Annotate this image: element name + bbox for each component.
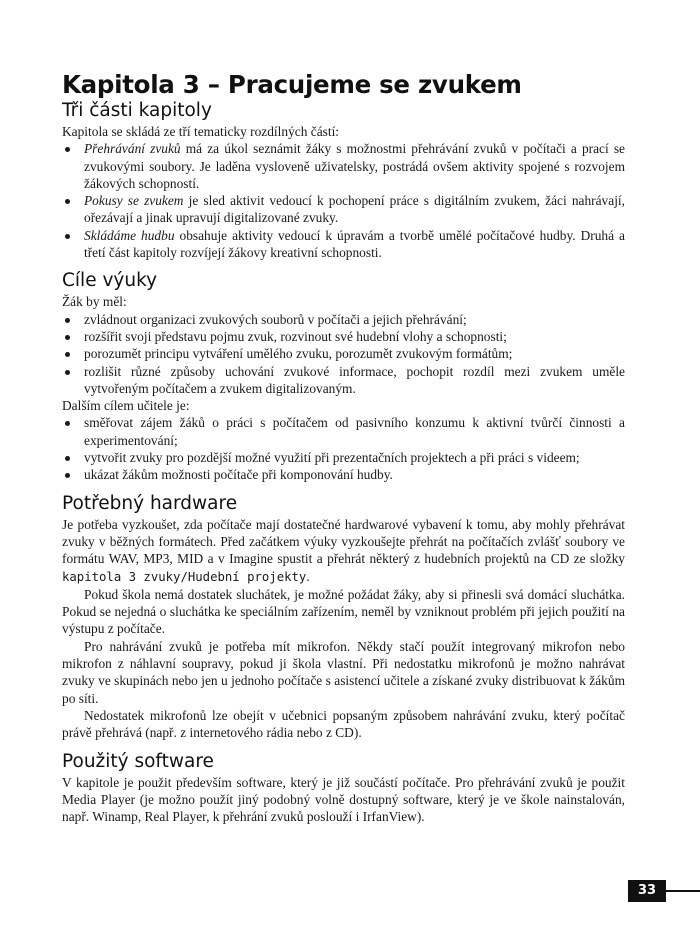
term: Skládáme hudbu (84, 227, 175, 243)
term: Přehrávání zvuků (84, 141, 181, 157)
list-item: vytvořit zvuky pro pozdější možné využití při prezentačních projektech a při práci s videem; (62, 449, 625, 466)
heading-goals: Cíle výuky (62, 270, 158, 292)
teacher-goals-list (62, 414, 625, 483)
list-item: rozšířit svoji představu pojmu zvuk, rozvinout své hudební vlohy a schopnosti; (62, 328, 625, 345)
hardware-paragraph-4: Nedostatek mikrofonů lze obejít v učebnici popsaným způsobem nahrávání zvuku, který počítač právě přehrává (např. z internetového rádia nebo z CD). (62, 707, 625, 741)
hardware-paragraph-2: Pokud škola nemá dostatek sluchátek, je možné požádat žáky, aby si přinesli svá domácí sluchátka. Pokud se nejedná o sluchátka ke speciálním zařízením, neměl by vzniknout problém při jejich použití na výstupu z počítače. (62, 586, 625, 637)
heading-software: Použitý software (62, 750, 214, 772)
list-item: ukázat žákům možnosti počítače při komponování hudby. (62, 466, 625, 483)
item-text: má za úkol seznámit žáky s možnostmi přehrávání zvuků v počítači a prací se zvukovými soubory. Je laděna vysloveně uživatelsky, postrádá ovšem aktivity spojené s rozvojem žákových schopností. (84, 141, 625, 191)
list-item: rozlišit různé způsoby uchování zvukové informace, pochopit rozdíl mezi zvukem uměle vytvořeným počítačem a zvukem digitalizovaným. (62, 363, 625, 398)
list-item (62, 192, 625, 227)
page-number: 33 (628, 880, 666, 902)
heading-three-parts: Tři části kapitoly (62, 100, 212, 121)
term: Pokusy se zvukem (84, 193, 184, 209)
software-paragraph-1: V kapitole je použit především software, který je již součástí počítače. Pro přehrávání zvuků je použit Media Player (je možno použít jiný podobný volně dostupný software, který je ve škole nainstalován, např. Winamp, Real Player, k přehrání zvuků poslouží i IrfanView). (62, 774, 625, 825)
page-content (62, 70, 625, 825)
chapter-title: Kapitola 3 – Pracujeme se zvukem (62, 70, 522, 99)
list-item: porozumět principu vytváření umělého zvuku, porozumět zvukovým formátům; (62, 345, 625, 362)
hardware-paragraph-1 (62, 516, 625, 586)
item-text: je sled aktivit vedoucí k pochopení práce s digitálním zvukem, žáci nahrávají, ořezávají a jinak upravují digitalizované zvuky. (84, 193, 625, 226)
list-item: zvládnout organizaci zvukových souborů v počítači a jejich přehrávání; (62, 311, 625, 328)
heading-hardware: Potřebný hardware (62, 492, 238, 514)
text: Je potřeba vyzkoušet, zda počítače mají dostatečné hardwarové vybavení k tomu, aby mohly přehrávat zvuky v běžných formátech. Před začátkem výuky vyzkoušejte přehrát na počítačích zvlášť soubory ve formátu WAV, MP3, MID a v Imagine spustit a přehrát některý z hudebních projektů na CD ze složky (62, 516, 625, 567)
list-item (62, 140, 625, 192)
parts-list (62, 140, 625, 261)
folder-path: kapitola 3 zvuky/Hudební projekty (62, 569, 307, 584)
page-number-rule (666, 890, 700, 892)
list-item (62, 227, 625, 262)
pupil-intro: Žák by měl: (62, 294, 127, 310)
list-item: směřovat zájem žáků o práci s počítačem od pasivního konzumu k aktivní tvůrčí činnosti a experimentování; (62, 414, 625, 449)
teacher-intro: Dalším cílem učitele je: (62, 398, 190, 414)
parts-intro: Kapitola se skládá ze tří tematicky rozdílných částí: (62, 124, 340, 139)
item-text: obsahuje aktivity vedoucí k úpravám a tvorbě umělé počítačové hudby. Druhá a třetí část kapitoly rozvíjejí žákovy kreativní schopnosti. (84, 227, 626, 261)
pupil-goals-list (62, 311, 625, 397)
text: . (306, 568, 310, 584)
hardware-paragraph-3: Pro nahrávání zvuků je potřeba mít mikrofon. Někdy stačí použít integrovaný mikrofon nebo mikrofon z náhlavní soupravy, pokud ji škola vlastní. Při nedostatku mikrofonů je možno nahrávat zvuky ve skupinách nebo jen u jednoho počítače s asistencí učitele a získané zvuky distribuovat k žákům po síti. (62, 638, 625, 706)
